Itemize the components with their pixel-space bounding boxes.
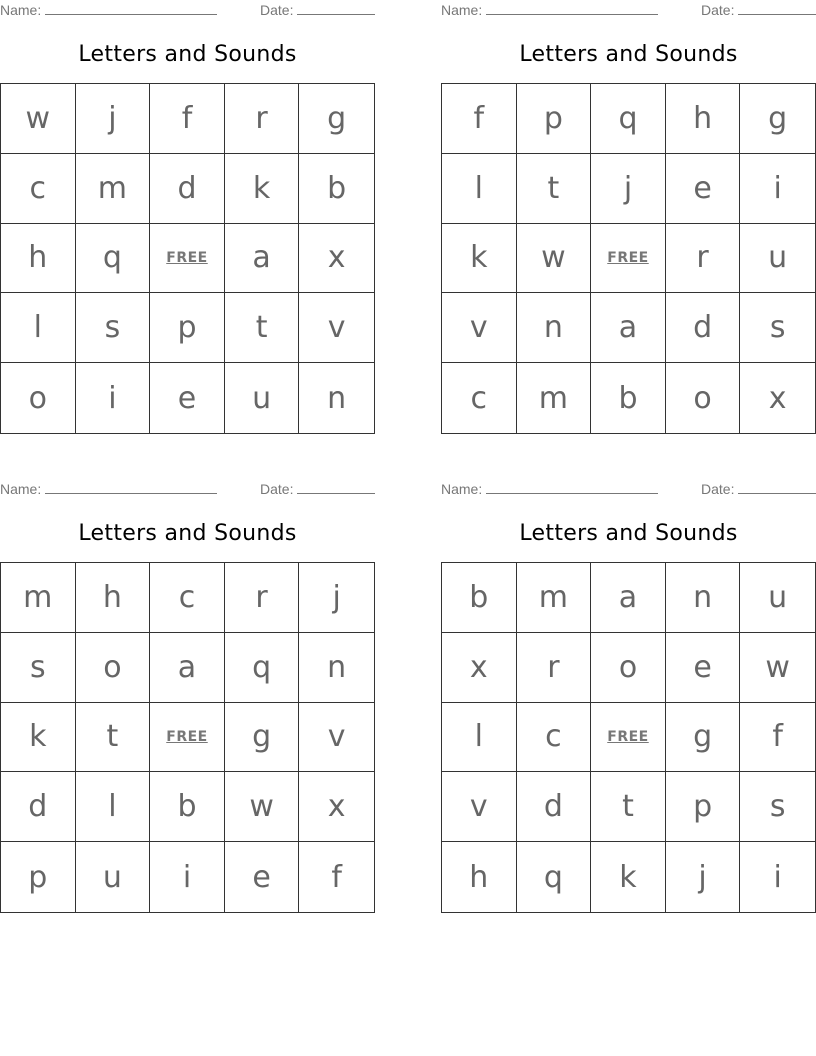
letter-cell: x [768, 380, 787, 416]
letter-cell: n [517, 293, 592, 363]
bingo-grid [441, 83, 816, 434]
letter-cell: u [76, 842, 151, 912]
letter-cell: s [740, 293, 815, 363]
letter-cell: r [225, 563, 300, 633]
letter-cell: q [225, 633, 300, 703]
letter-cell: q [591, 84, 666, 154]
letter-cell: i [150, 842, 225, 912]
letter-cell: p [150, 293, 225, 363]
letter-cell: p [517, 84, 592, 154]
letter-cell: q [76, 224, 151, 294]
letter-cell: c [150, 563, 225, 633]
letter-cell: g [666, 703, 741, 773]
free-space-cell: FREE [591, 703, 666, 773]
letter-cell: x [299, 224, 374, 294]
letter-cell: m [1, 563, 76, 633]
letter-cell: c [442, 363, 517, 433]
free-space-cell: FREE [150, 224, 225, 294]
letter-cell: m [517, 563, 592, 633]
letter-cell: r [666, 224, 741, 294]
letter-cell: u [740, 563, 815, 633]
letter-cell: o [666, 363, 741, 433]
date-field[interactable]: Date: [260, 2, 375, 18]
letter-cell: t [225, 293, 300, 363]
letter-cell: m [76, 154, 151, 224]
letter-cell: b [442, 563, 517, 633]
letter-cell: w [1, 84, 76, 154]
date-field[interactable]: Date: [701, 481, 816, 497]
date-field[interactable]: Date: [260, 481, 375, 497]
card-title: Letters and Sounds [519, 521, 738, 546]
letter-cell: i [76, 363, 151, 433]
letter-cell: s [1, 633, 76, 703]
letter-cell: v [442, 772, 517, 842]
date-field[interactable]: Date: [701, 2, 816, 18]
letter-cell: p [666, 772, 741, 842]
letter-cell: o [1, 363, 76, 433]
letter-cell: w [225, 772, 300, 842]
bingo-grid [0, 562, 375, 913]
name-field[interactable]: Name: [441, 481, 658, 497]
letter-cell: e [666, 633, 741, 703]
letter-cell: o [76, 633, 151, 703]
letter-cell: v [442, 293, 517, 363]
letter-cell: d [517, 772, 592, 842]
letter-cell: o [591, 633, 666, 703]
letter-cell: b [150, 772, 225, 842]
letter-cell: f [442, 84, 517, 154]
letter-cell: d [666, 293, 741, 363]
letter-cell: l [442, 154, 517, 224]
free-space-cell: FREE [150, 703, 225, 773]
letter-cell: b [591, 363, 666, 433]
letter-cell: l [1, 293, 76, 363]
free-space-cell: FREE [591, 224, 666, 294]
letter-cell: t [591, 772, 666, 842]
card-title: Letters and Sounds [78, 42, 297, 67]
letter-cell: e [225, 842, 300, 912]
card-header [441, 479, 816, 501]
letter-cell: a [150, 633, 225, 703]
letter-cell: c [517, 703, 592, 773]
letter-cell: p [1, 842, 76, 912]
letter-cell: s [76, 293, 151, 363]
letter-cell: k [1, 703, 76, 773]
card-header [0, 479, 375, 501]
letter-cell: j [666, 842, 741, 912]
letter-cell: x [299, 772, 374, 842]
name-field[interactable]: Name: [441, 2, 658, 18]
letter-cell: a [225, 224, 300, 294]
letter-cell: d [1, 772, 76, 842]
letter-cell: t [76, 703, 151, 773]
card-header [441, 0, 816, 22]
letter-cell: a [591, 293, 666, 363]
letter-cell: g [740, 84, 815, 154]
letter-cell: k [442, 224, 517, 294]
letter-cell: c [1, 154, 76, 224]
letter-cell: f [150, 84, 225, 154]
letter-cell: s [740, 772, 815, 842]
letter-cell: e [150, 363, 225, 433]
letter-cell: j [591, 154, 666, 224]
letter-cell: t [517, 154, 592, 224]
letter-cell: f [331, 859, 342, 895]
letter-cell: w [517, 224, 592, 294]
letter-cell: m [517, 363, 592, 433]
letter-cell: r [225, 84, 300, 154]
letter-cell: l [76, 772, 151, 842]
letter-cell: r [517, 633, 592, 703]
letter-cell: g [225, 703, 300, 773]
letter-cell: g [299, 84, 374, 154]
letter-cell: n [327, 380, 347, 416]
letter-cell: k [225, 154, 300, 224]
letter-cell: v [299, 703, 374, 773]
letter-cell: h [666, 84, 741, 154]
card-title: Letters and Sounds [519, 42, 738, 67]
bingo-grid [0, 83, 375, 434]
letter-cell: j [299, 563, 374, 633]
letter-cell: j [76, 84, 151, 154]
letter-cell: k [591, 842, 666, 912]
name-field[interactable]: Name: [0, 481, 217, 497]
letter-cell: n [299, 633, 374, 703]
letter-cell: a [591, 563, 666, 633]
name-field[interactable]: Name: [0, 2, 217, 18]
bingo-grid [441, 562, 816, 913]
letter-cell: h [442, 842, 517, 912]
letter-cell: v [299, 293, 374, 363]
letter-cell: u [740, 224, 815, 294]
letter-cell: u [225, 363, 300, 433]
letter-cell: i [740, 154, 815, 224]
letter-cell: q [517, 842, 592, 912]
letter-cell: n [666, 563, 741, 633]
letter-cell: b [299, 154, 374, 224]
letter-cell: i [773, 859, 782, 895]
letter-cell: f [740, 703, 815, 773]
card-header [0, 0, 375, 22]
letter-cell: e [666, 154, 741, 224]
letter-cell: w [740, 633, 815, 703]
letter-cell: l [442, 703, 517, 773]
letter-cell: d [150, 154, 225, 224]
card-title: Letters and Sounds [78, 521, 297, 546]
letter-cell: h [1, 224, 76, 294]
letter-cell: x [442, 633, 517, 703]
letter-cell: h [76, 563, 151, 633]
